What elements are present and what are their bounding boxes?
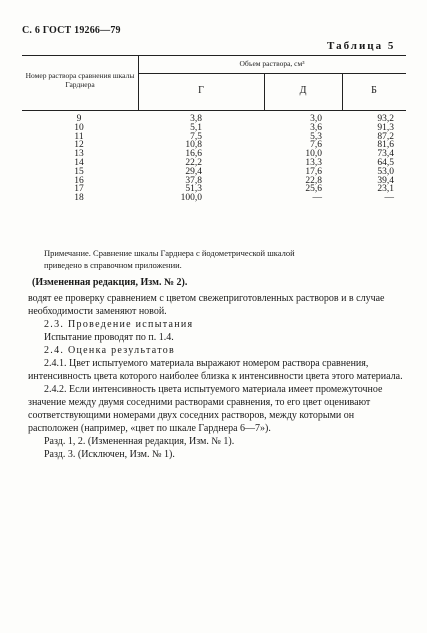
cell-number: 11 xyxy=(74,131,84,142)
cell-b: 91,3 xyxy=(377,122,394,133)
cell-g: 10,8 xyxy=(185,140,202,151)
data-table xyxy=(22,55,406,239)
note-line: Примечание. Сравнение шкалы Гарднера с йодометрической шкалой xyxy=(44,248,295,258)
cell-d: 13,3 xyxy=(305,157,322,168)
cell-g: 100,0 xyxy=(180,193,202,204)
cell-number: 17 xyxy=(74,184,84,195)
column-g xyxy=(170,115,202,203)
cell-b: 64,5 xyxy=(377,157,394,168)
column-b xyxy=(362,115,394,203)
cell-number: 9 xyxy=(76,114,82,124)
table-top-rule xyxy=(22,55,406,56)
column-number xyxy=(64,115,94,203)
cell-d: 3,6 xyxy=(310,122,322,133)
cell-d: 25,6 xyxy=(305,184,322,195)
cell-number: 18 xyxy=(74,193,84,204)
cell-b: 93,2 xyxy=(377,114,394,124)
paragraph: водят ее проверку сравнением с цветом свежеприготовленных растворов и в случае необходимости заменяют новой. xyxy=(28,293,385,317)
volume-group-header: Объем раствора, см³ xyxy=(239,59,305,68)
note-amendment: (Измененная редакция, Изм. № 2). xyxy=(32,277,188,288)
table-title: Таблица 5 xyxy=(327,40,396,52)
cell-number: 14 xyxy=(74,157,84,168)
cell-b: 73,4 xyxy=(377,149,394,160)
cell-d: 5,3 xyxy=(310,131,322,142)
note-line: приведено в справочном приложении. xyxy=(44,260,182,270)
cell-g: 3,8 xyxy=(190,114,202,124)
cell-g: 37,8 xyxy=(185,175,202,186)
cell-number: 13 xyxy=(74,149,84,160)
cell-g: 29,4 xyxy=(185,166,202,177)
cell-b: 23,1 xyxy=(377,184,394,195)
cell-d: 22,8 xyxy=(305,175,322,186)
amendment-note: Разд. 1, 2. (Измененная редакция, Изм. № 1). xyxy=(44,436,235,447)
main-text xyxy=(28,292,405,461)
col-b-header: Б xyxy=(371,85,377,96)
cell-d: — xyxy=(312,193,322,204)
cell-g: 22,2 xyxy=(185,157,202,168)
paragraph: Испытание проводят по п. 1.4. xyxy=(44,332,174,343)
header-bottom-rule xyxy=(22,110,406,111)
col-g-header: Г xyxy=(198,85,204,96)
col-number-header: Номер раствора сравнения шкалы Гарднера xyxy=(25,71,135,89)
amendment-note: Разд. 3. (Исключен, Изм. № 1). xyxy=(44,449,175,460)
cell-number: 15 xyxy=(74,166,84,177)
cell-g: 5,1 xyxy=(190,122,202,133)
col-d-header: Д xyxy=(299,85,307,96)
cell-g: 51,3 xyxy=(185,184,202,195)
cell-d: 7,6 xyxy=(310,140,322,151)
cell-d: 3,0 xyxy=(310,114,322,124)
page-header: С. 6 ГОСТ 19266—79 xyxy=(22,25,121,36)
cell-b: 87,2 xyxy=(377,131,394,142)
section-heading: 2.3. Проведение испытания xyxy=(44,319,194,330)
cell-g: 7,5 xyxy=(190,131,202,142)
cell-d: 10,0 xyxy=(305,149,322,160)
paragraph: 2.4.2. Если интенсивность цвета испытуемого материала имеет промежуточное значение между двумя соседними растворами сравнения, то его цвет оценивают соответствующими номерами двух соседних растворов, между которыми он расположен (например, «цвет по шкале Гарднера 6—7»). xyxy=(28,384,383,434)
column-d xyxy=(290,115,322,203)
group-header-rule xyxy=(138,73,406,74)
cell-b: — xyxy=(384,193,394,204)
cell-number: 16 xyxy=(74,175,84,186)
cell-number: 10 xyxy=(74,122,84,133)
cell-b: 39,4 xyxy=(377,175,394,186)
table-note xyxy=(44,247,404,271)
cell-b: 53,0 xyxy=(377,166,394,177)
cell-g: 16,6 xyxy=(185,149,202,160)
cell-b: 81,6 xyxy=(377,140,394,151)
section-heading: 2.4. Оценка результатов xyxy=(44,345,176,356)
paragraph: 2.4.1. Цвет испытуемого материала выражают номером раствора сравнения, интенсивность цвета которого наиболее близка к интенсивности цвета этого материала. xyxy=(28,358,403,382)
cell-d: 17,6 xyxy=(305,166,322,177)
cell-number: 12 xyxy=(74,140,84,151)
